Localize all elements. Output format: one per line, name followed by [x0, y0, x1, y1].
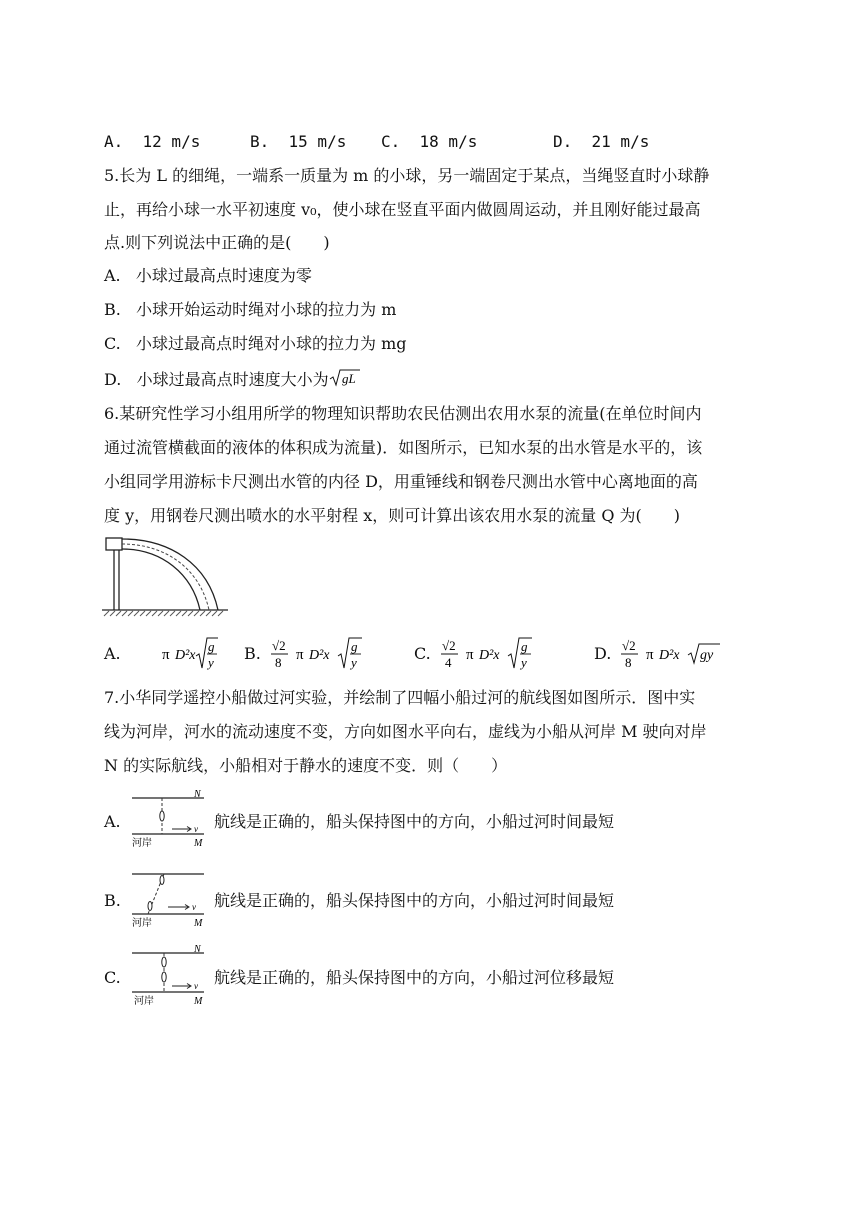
water-pump-figure — [100, 534, 230, 624]
svg-text:M: M — [194, 838, 203, 849]
svg-text:gy: gy — [700, 648, 714, 663]
svg-text:N: N — [194, 790, 201, 800]
river-figure-a — [128, 790, 210, 858]
q7-option-a-text: 航线是正确的，船头保持图中的方向，小船过河时间最短 — [214, 812, 615, 831]
svg-text:√2: √2 — [622, 638, 637, 653]
svg-text:g: g — [350, 639, 358, 654]
svg-text:4: 4 — [444, 655, 452, 670]
q6-option-b: B. √2 8 π D²x g y — [244, 636, 378, 672]
svg-text:y: y — [350, 655, 357, 670]
q5-option-d: D. 小球过最高点时速度大小为 gL — [104, 368, 361, 393]
svg-text:M: M — [194, 918, 203, 929]
q6-option-a: A. π D²x g y — [104, 636, 218, 672]
svg-text:v: v — [194, 981, 198, 991]
svg-text:8: 8 — [625, 655, 632, 670]
q5-option-b: B. 小球开始运动时绳对小球的拉力为 m — [104, 300, 397, 319]
q5-stem-line-1: 5.长为 L 的细绳，一端系一质量为 m 的小球，另一端固定于某点，当绳竖直时小球静 — [104, 166, 710, 185]
q5-stem-line-3: 点.则下列说法中正确的是( ) — [104, 233, 330, 252]
q6-formula-d — [616, 636, 736, 672]
q4-option-a: A. 12 m/s — [104, 132, 201, 151]
svg-text:v: v — [194, 824, 198, 834]
q7-option-b-text: 航线是正确的，船头保持图中的方向，小船过河时间最短 — [214, 891, 615, 910]
svg-text:g: g — [520, 639, 528, 654]
q4-option-b: B. 15 m/s — [250, 132, 347, 151]
q7-option-c-text: 航线是正确的，船头保持图中的方向，小船过河位移最短 — [214, 968, 615, 987]
q7-stem-line-1: 7.小华同学遥控小船做过河实验，并绘制了四幅小船过河的航线图如图所示．图中实 — [104, 688, 696, 707]
svg-text:g: g — [207, 639, 215, 654]
svg-text:π: π — [161, 647, 170, 663]
q7-option-b-letter: B. — [104, 891, 121, 910]
q6-stem-line-4: 度 y，用钢卷尺测出喷水的水平射程 x，则可计算出该农用水泵的流量 Q 为( ) — [104, 506, 681, 525]
q6-formula-b — [266, 636, 378, 672]
svg-text:π: π — [465, 647, 474, 663]
q5-stem-line-2: 止，再给小球一水平初速度 v₀，使小球在竖直平面内做圆周运动，并且刚好能过最高 — [104, 200, 701, 219]
q5-option-c: C. 小球过最高点时绳对小球的拉力为 mg — [104, 334, 407, 353]
svg-text:D²x: D²x — [308, 648, 330, 663]
svg-text:π: π — [295, 647, 304, 663]
q6-option-c: C. √2 4 π D²x g y — [414, 636, 548, 672]
svg-text:河岸: 河岸 — [134, 996, 154, 1007]
svg-text:y: y — [520, 655, 527, 670]
q7-option-c-letter: C. — [104, 968, 121, 987]
svg-text:D²x: D²x — [659, 648, 680, 663]
q6-formula-c — [436, 636, 548, 672]
svg-text:v: v — [192, 902, 196, 912]
sqrt-gl-formula — [329, 368, 361, 393]
q6-stem-line-3: 小组同学用游标卡尺测出水管的内径 D，用重锤线和钢卷尺测出水管中心离地面的高 — [104, 472, 698, 491]
q4-option-c: C. 18 m/s — [381, 132, 478, 151]
svg-text:D²x: D²x — [174, 648, 196, 663]
svg-text:√2: √2 — [441, 638, 456, 653]
svg-text:π: π — [646, 647, 655, 663]
svg-text:河岸: 河岸 — [132, 918, 152, 929]
q5-option-a: A. 小球过最高点时速度为零 — [104, 266, 312, 285]
svg-text:河岸: 河岸 — [132, 838, 152, 849]
q4-option-d: D. 21 m/s — [553, 132, 650, 151]
q7-stem-line-3: N 的实际航线，小船相对于静水的速度不变．则（ ） — [104, 756, 508, 775]
svg-text:N: N — [194, 944, 201, 955]
svg-text:y: y — [207, 655, 214, 670]
svg-text:8: 8 — [274, 655, 282, 670]
river-figure-c — [128, 944, 210, 1014]
river-figure-b — [128, 866, 210, 936]
q6-stem-line-2: 通过流管横截面的液体的体积成为流量)．如图所示，已知水泵的出水管是水平的，该 — [104, 438, 703, 457]
q7-option-a-letter: A. — [104, 812, 121, 831]
svg-text:D²x: D²x — [478, 648, 500, 663]
svg-text:M: M — [194, 996, 203, 1007]
sqrt-gl-text: gL — [341, 371, 356, 386]
svg-text:√2: √2 — [271, 638, 286, 653]
q7-stem-line-2: 线为河岸，河水的流动速度不变，方向如图水平向右，虚线为小船从河岸 M 驶向对岸 — [104, 722, 707, 741]
q6-stem-line-1: 6.某研究性学习小组用所学的物理知识帮助农民估测出农用水泵的流量(在单位时间内 — [104, 404, 702, 423]
q6-option-d: D. √2 8 π D²x gy — [594, 636, 736, 672]
q6-formula-a — [126, 636, 218, 672]
